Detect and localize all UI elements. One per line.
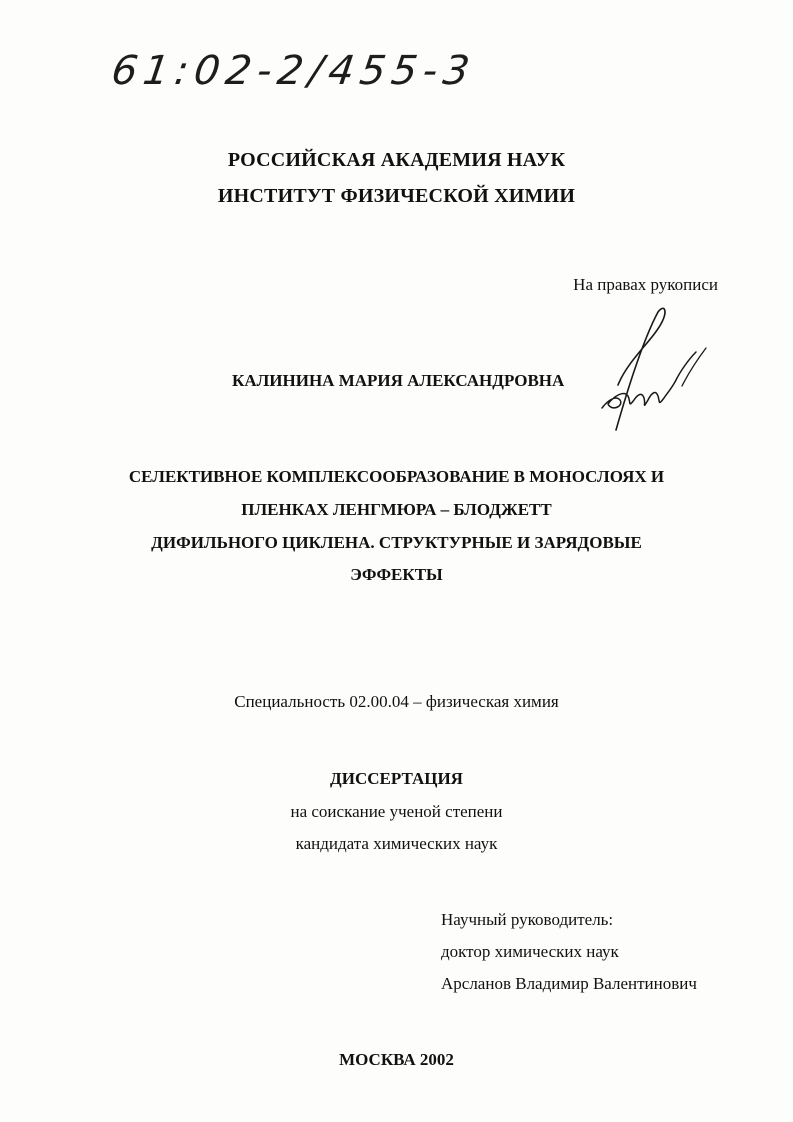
degree-line-2: кандидата химических наук xyxy=(295,834,498,853)
dissertation-heading: ДИССЕРТАЦИЯ xyxy=(330,769,463,788)
archive-number: 61:02-2/455-3 xyxy=(108,48,479,94)
organization-name: РОССИЙСКАЯ АКАДЕМИЯ НАУК xyxy=(227,149,566,171)
degree-line-1: на соискание ученой степени xyxy=(290,802,503,821)
specialty: Специальность 02.00.04 – физическая химия xyxy=(234,692,559,711)
supervisor-label: Научный руководитель: xyxy=(441,910,614,929)
title-line-3: ДИФИЛЬНОГО ЦИКЛЕНА. СТРУКТУРНЫЕ И ЗАРЯДОВЫЕ xyxy=(151,533,642,552)
title-line-4: ЭФФЕКТЫ xyxy=(350,565,443,584)
signature-icon xyxy=(598,300,718,435)
city-year: МОСКВА 2002 xyxy=(339,1050,454,1069)
supervisor-name: Арсланов Владимир Валентинович xyxy=(441,974,697,993)
title-line-1: СЕЛЕКТИВНОЕ КОМПЛЕКСООБРАЗОВАНИЕ В МОНОСЛОЯХ И xyxy=(128,467,665,486)
author-name: КАЛИНИНА МАРИЯ АЛЕКСАНДРОВНА xyxy=(232,371,565,390)
supervisor-degree: доктор химических наук xyxy=(441,942,619,961)
title-line-2: ПЛЕНКАХ ЛЕНГМЮРА – БЛОДЖЕТТ xyxy=(241,500,552,519)
rights-note: На правах рукописи xyxy=(573,275,718,294)
institute-name: ИНСТИТУТ ФИЗИЧЕСКОЙ ХИМИИ xyxy=(217,185,576,207)
